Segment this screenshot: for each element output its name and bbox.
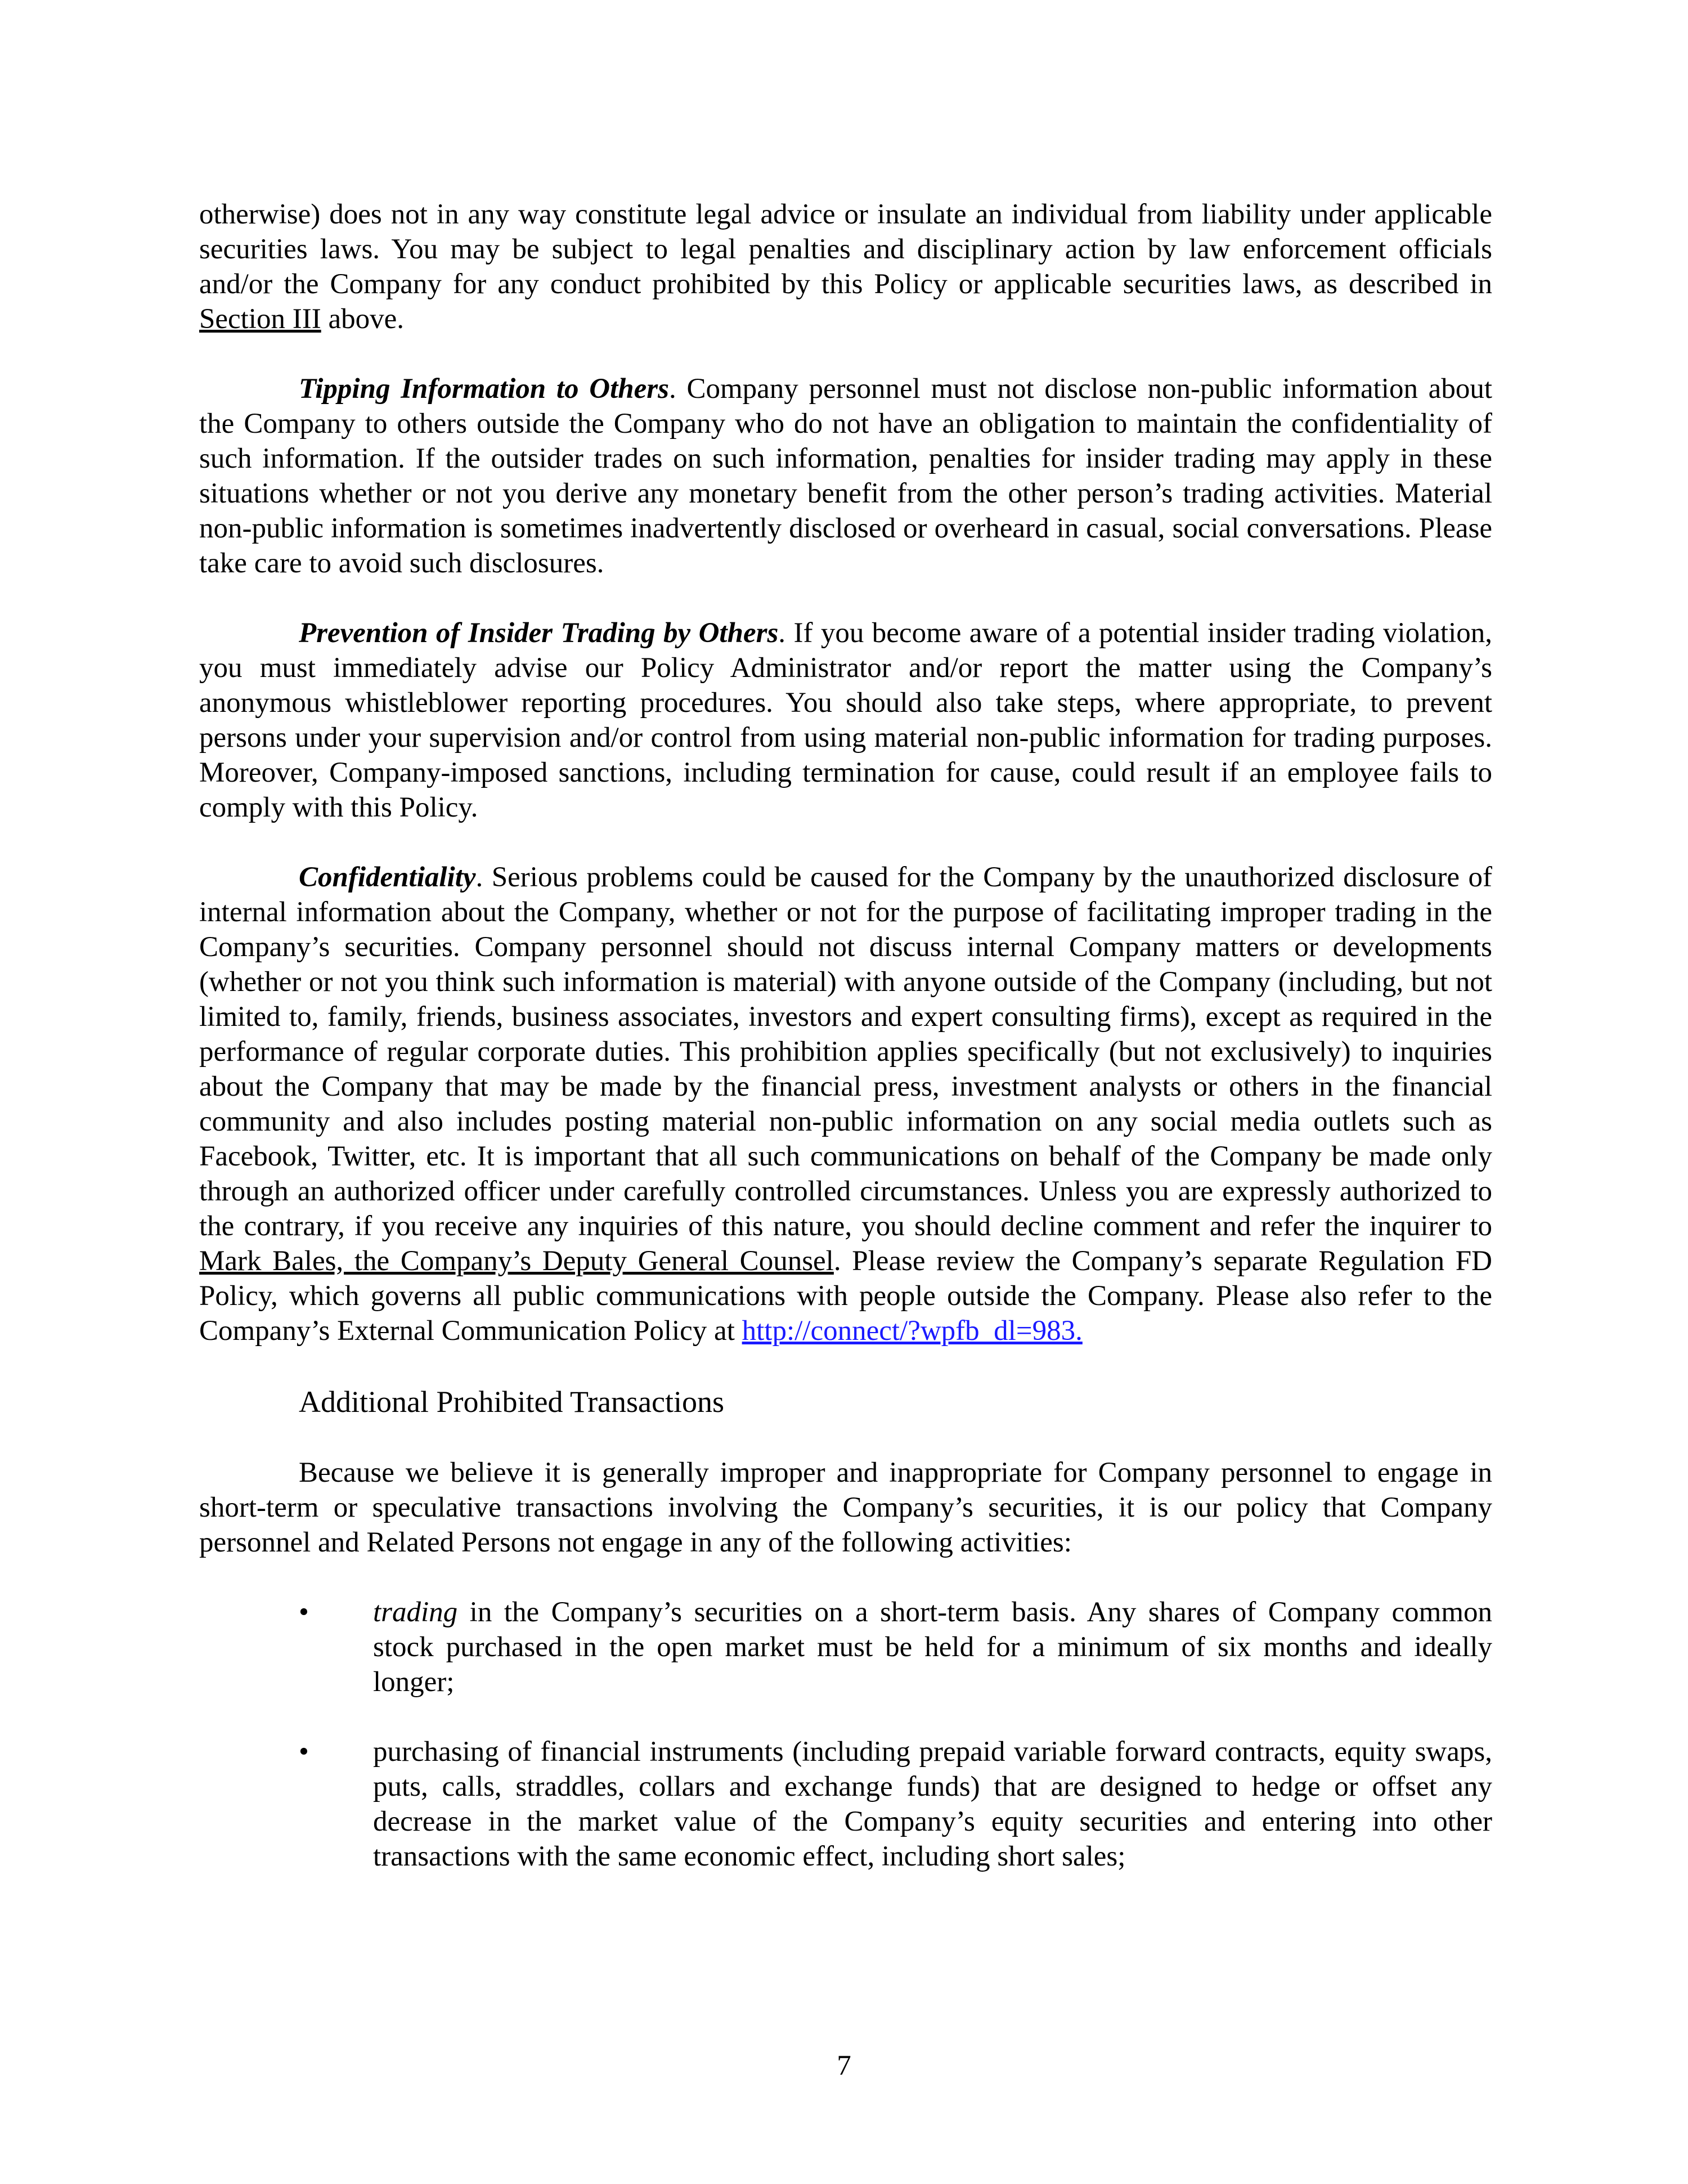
prevention-body: . If you become aware of a potential insider trading violation, you must immediately advise our Policy Administrator and/or report the matter using the Company’s anonymous whistleblower reporting procedures. You should also take steps, where appropriate, to prevent persons under your supervision and/or control from using material non-public information for trading purposes. Moreover, Company-imposed sanctions, including termination for cause, could result if an employee fails to comply with this Policy. xyxy=(199,617,1493,823)
additional-intro-paragraph: Because we believe it is generally improper and inappropriate for Company personnel to engage in short-term or speculative transactions involving the Company’s securities, it is our policy that Company personnel and Related Persons not engage in any of the following activities: xyxy=(199,1457,1492,1558)
tipping-heading: Tipping Information to Others xyxy=(299,373,669,405)
tipping-body: . Company personnel must not disclose non-public information about the Company to others outside the Company who do not have an obligation to maintain the confidentiality of such information. If the outsider trades on such information, penalties for insider trading may apply in these situations whether or not you derive any monetary benefit from the other person’s trading activities. Material non-public information is sometimes inadvertently disclosed or overheard in casual, social conversations. Please take care to avoid such disclosures. xyxy=(199,373,1492,579)
confidentiality-body: . Serious problems could be caused for the Company by the unauthorized disclosure of internal information about the Company, whether or not for the purpose of facilitating improper trading in the Company’s securities. Company personnel should not discuss internal Company matters or developments (whether or not you think such information is material) with anyone outside of the Company (including, but not limited to, family, friends, business associates, investors and expert consulting firms), except as required in the performance of regular corporate duties. This prohibition applies specifically (but not exclusively) to inquiries about the Company that may be made by the financial press, investment analysts or others in the financial community and also includes posting material non-public information on any social media outlets such as Facebook, Twitter, etc. It is important that all such communications on behalf of the Company be made only through an authorized officer under carefully controlled circumstances. Unless you are expressly authorized to the contrary, if you receive any inquiries of this nature, you should decline comment and refer the inquirer to xyxy=(199,862,1492,1242)
intro-text-end: above. xyxy=(321,303,404,335)
bullet-text: in the Company’s securities on a short-term basis. Any shares of Company common stock purchased in the open market must be held for a minimum of six months and ideally longer; xyxy=(373,1596,1492,1698)
page-number: 7 xyxy=(837,2050,851,2082)
document-body xyxy=(199,197,1492,1909)
intro-paragraph xyxy=(199,197,1492,337)
tipping-paragraph xyxy=(199,371,1492,581)
section-heading: Additional Prohibited Transactions xyxy=(299,1385,724,1419)
intro-text: otherwise) does not in any way constitute legal advice or insulate an individual from liability under applicable securities laws. You may be subject to legal penalties and disciplinary action by law enforcement officials and/or the Company for any conduct prohibited by this Policy or applicable securities laws, as described in xyxy=(199,199,1492,300)
bullet-icon: • xyxy=(299,1596,309,1628)
prevention-heading: Prevention of Insider Trading by Others xyxy=(299,617,779,649)
confidentiality-heading: Confidentiality xyxy=(299,862,476,893)
bullet-icon: • xyxy=(299,1736,309,1768)
external-policy-link[interactable]: http://connect/?wpfb_dl=983. xyxy=(742,1315,1083,1347)
prohibited-activities-list xyxy=(199,1595,1492,1874)
prevention-paragraph xyxy=(199,616,1492,825)
list-item xyxy=(199,1595,1492,1699)
confidentiality-body-continued: . Please review the Company’s separate Regulation FD Policy, which governs all public communications with people outside the Company. Please also refer to the Company’s External Communication Policy at xyxy=(199,1245,1492,1347)
list-item xyxy=(199,1734,1492,1874)
section-iii-reference: Section III xyxy=(199,303,321,335)
bullet-text: purchasing of financial instruments (including prepaid variable forward contracts, equity swaps, puts, calls, straddles, collars and exchange funds) that are designed to hedge or offset any decrease in the market value of the Company’s equity securities and entering into other transactions with the same economic effect, including short sales; xyxy=(373,1736,1492,1872)
contact-reference: Mark Bales, the Company’s Deputy General Counsel xyxy=(199,1245,834,1277)
confidentiality-paragraph xyxy=(199,860,1492,1348)
bullet-emphasis: trading xyxy=(373,1596,458,1628)
